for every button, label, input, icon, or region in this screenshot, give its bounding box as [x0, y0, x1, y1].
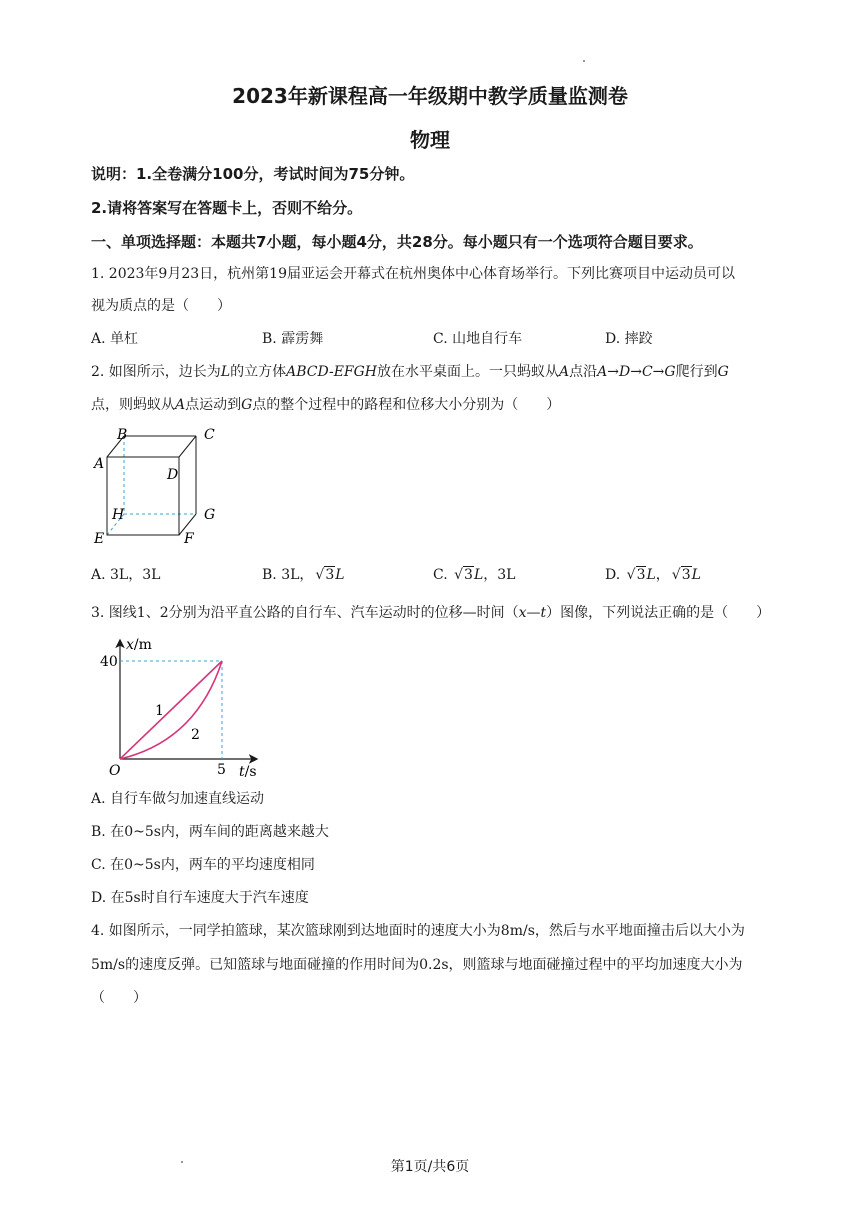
q2-stem-line2: 点，则蚂蚁从A点运动到G点的整个过程中的路程和位移大小分别为（ ）	[91, 397, 561, 413]
q2-option-b: B. 3L， √3L	[262, 567, 345, 583]
q1-stem-line2: 视为质点的是（ ）	[91, 298, 231, 314]
cube-label-d: D	[167, 467, 179, 483]
scan-dot-top	[583, 60, 585, 62]
section-heading: 一、单项选择题：本题共7小题，每小题4分，共28分。每小题只有一个选项符合题目要求。	[91, 233, 703, 251]
q4-stem-line1: 4. 如图所示，一同学拍篮球，某次篮球刚到达地面时的速度大小为8m/s，然后与水平地面撞击后以大小为	[91, 923, 745, 939]
y-axis-label: x/m	[126, 637, 152, 653]
q2-option-a: A. 3L，3L	[91, 567, 161, 583]
q3-option-b: B. 在0~5s内，两车间的距离越来越大	[91, 824, 329, 840]
exam-title: 2023年新课程高一年级期中教学质量监测卷	[232, 84, 628, 108]
note-1: 说明：1.全卷满分100分，考试时间为75分钟。	[91, 165, 415, 183]
cube-label-h: H	[112, 507, 125, 523]
q2-option-d: D. √3L， √3L	[605, 567, 701, 583]
cube-label-g: G	[204, 507, 216, 523]
q1-option-a: A. 单杠	[91, 331, 139, 347]
curve-1-label: 1	[155, 703, 164, 719]
cube-label-e: E	[94, 531, 105, 547]
cube-label-c: C	[204, 427, 215, 443]
x-tick-5: 5	[217, 762, 226, 778]
cube-label-f: F	[184, 531, 194, 547]
curve-2-label: 2	[191, 727, 200, 743]
q3-stem: 3. 图线1、2分别为沿平直公路的自行车、汽车运动时的位移—时间（x—t）图像，下列说法正确的是（ ）	[91, 605, 771, 621]
cube-figure	[88, 423, 228, 551]
q3-option-d: D. 在5s时自行车速度大于汽车速度	[91, 890, 309, 906]
origin-label: O	[109, 763, 121, 779]
curve-1-bicycle	[120, 661, 222, 759]
x-axis-label: t/s	[239, 764, 257, 780]
note-2: 2.请将答案写在答题卡上，否则不给分。	[91, 199, 363, 217]
q3-option-c: C. 在0~5s内，两车的平均速度相同	[91, 857, 315, 873]
subject-title: 物理	[410, 128, 450, 152]
cube-label-b: B	[117, 427, 128, 443]
q1-option-c: C. 山地自行车	[433, 331, 523, 347]
q1-option-d: D. 摔跤	[605, 331, 653, 347]
xt-graph	[96, 633, 266, 781]
y-tick-40: 40	[100, 654, 118, 670]
q1-stem-line1: 1. 2023年9月23日，杭州第19届亚运会开幕式在杭州奥体中心体育场举行。下列比赛项目中运动员可以	[91, 266, 735, 282]
q4-stem-line3: （ ）	[91, 990, 147, 1006]
q2-option-c: C. √3L，3L	[433, 567, 516, 583]
q4-stem-line2: 5m/s的速度反弹。已知篮球与地面碰撞的作用时间为0.2s，则篮球与地面碰撞过程中的平均加速度大小为	[91, 957, 743, 973]
q1-option-b: B. 霹雳舞	[262, 331, 324, 347]
q3-option-a: A. 自行车做匀加速直线运动	[91, 791, 265, 807]
page-number: 第1页/共6页	[390, 1159, 470, 1175]
cube-label-a: A	[94, 456, 105, 472]
q2-stem-line1: 2. 如图所示，边长为L的立方体ABCD-EFGH放在水平桌面上。一只蚂蚁从A点沿A→D→C→G爬行到G	[91, 364, 729, 380]
